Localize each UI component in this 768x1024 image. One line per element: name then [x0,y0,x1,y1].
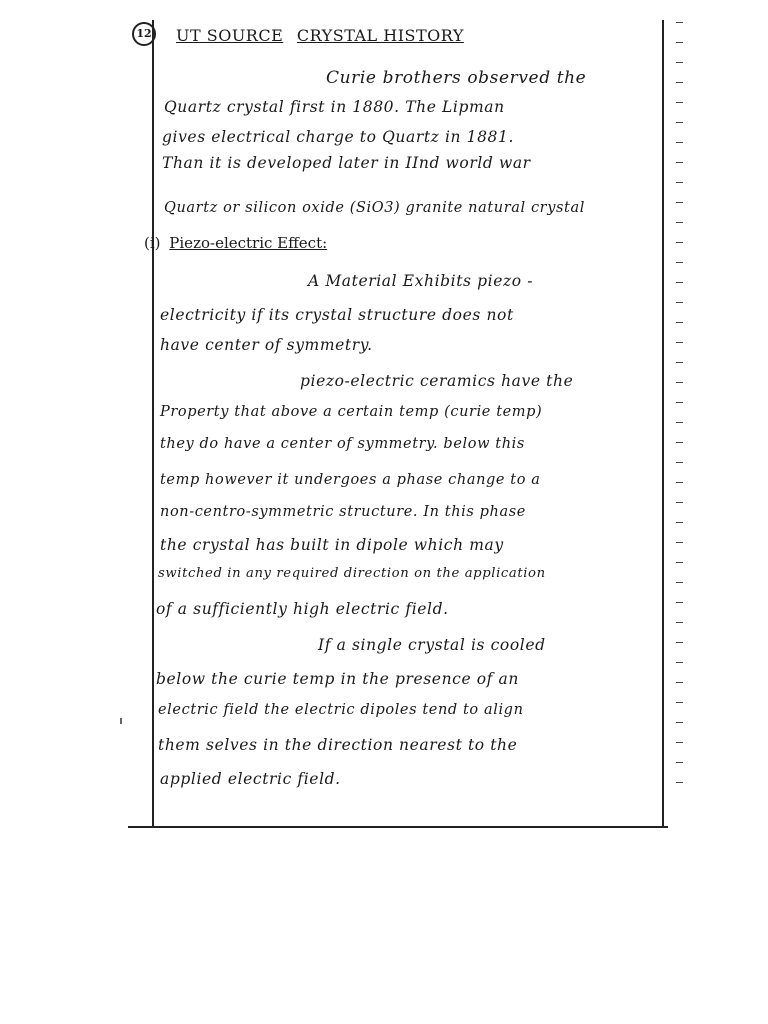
right-margin-line [662,20,664,828]
body-line: they do have a center of symmetry. below this [160,436,525,452]
margin-tick [676,682,683,683]
title-word-1: UT SOURCE [176,26,284,45]
body-line: have center of symmetry. [160,336,373,354]
margin-tick [676,642,683,643]
margin-tick [676,742,683,743]
margin-tick [676,462,683,463]
body-line: electricity if its crystal structure does not [160,306,514,324]
margin-tick [676,262,683,263]
margin-tick [676,42,683,43]
title-word-2: CRYSTAL HISTORY [296,26,464,45]
margin-tick-marks [676,22,686,812]
intro-line: Quartz crystal first in 1880. The Lipman [164,98,505,116]
margin-tick [676,62,683,63]
margin-tick [676,602,683,603]
body-line: switched in any required direction on the application [158,566,546,581]
page-title [176,26,472,45]
margin-tick [676,622,683,623]
margin-tick [676,662,683,663]
margin-tick [676,102,683,103]
page-number: 12 [132,22,156,46]
margin-tick [676,342,683,343]
margin-tick [676,382,683,383]
margin-tick [676,282,683,283]
margin-tick [676,162,683,163]
section-title: Piezo-electric Effect: [169,234,328,252]
body-line: piezo-electric ceramics have the [300,372,574,390]
body-line: applied electric field. [160,770,341,788]
margin-tick [676,302,683,303]
bottom-rule-line [128,826,668,828]
body-line: of a sufficiently high electric field. [156,600,449,618]
margin-tick [676,582,683,583]
margin-tick [676,362,683,363]
margin-tick [676,762,683,763]
margin-tick [676,242,683,243]
intro-line: Curie brothers observed the [326,68,587,88]
body-line: temp however it undergoes a phase change to a [160,472,541,488]
margin-tick [676,782,683,783]
margin-tick [676,562,683,563]
margin-tick [676,502,683,503]
body-line: If a single crystal is cooled [318,636,546,654]
margin-tick [676,442,683,443]
margin-tick [676,402,683,403]
margin-tick [676,542,683,543]
margin-tick [676,422,683,423]
body-line: the crystal has built in dipole which may [160,536,504,554]
margin-tick [676,522,683,523]
body-line: non-centro-symmetric structure. In this phase [160,504,526,520]
margin-tick [676,702,683,703]
margin-tick [676,322,683,323]
body-line: below the curie temp in the presence of an [156,670,519,688]
stray-mark [120,718,122,724]
margin-tick [676,482,683,483]
intro-line: Quartz or silicon oxide (SiO3) granite natural crystal [164,200,585,216]
margin-tick [676,182,683,183]
intro-line: gives electrical charge to Quartz in 1881. [162,128,515,146]
intro-line: Than it is developed later in IInd world war [162,154,531,172]
margin-tick [676,222,683,223]
margin-tick [676,722,683,723]
body-line: electric field the electric dipoles tend to align [158,702,524,718]
margin-tick [676,122,683,123]
left-margin-line [152,20,154,828]
body-line: A Material Exhibits piezo - [308,272,534,290]
margin-tick [676,82,683,83]
margin-tick [676,142,683,143]
body-line: them selves in the direction nearest to the [158,736,518,754]
section-heading [144,234,327,252]
margin-tick [676,202,683,203]
section-marker: (i) [144,234,161,252]
body-line: Property that above a certain temp (curie temp) [160,404,543,420]
margin-tick [676,22,683,23]
